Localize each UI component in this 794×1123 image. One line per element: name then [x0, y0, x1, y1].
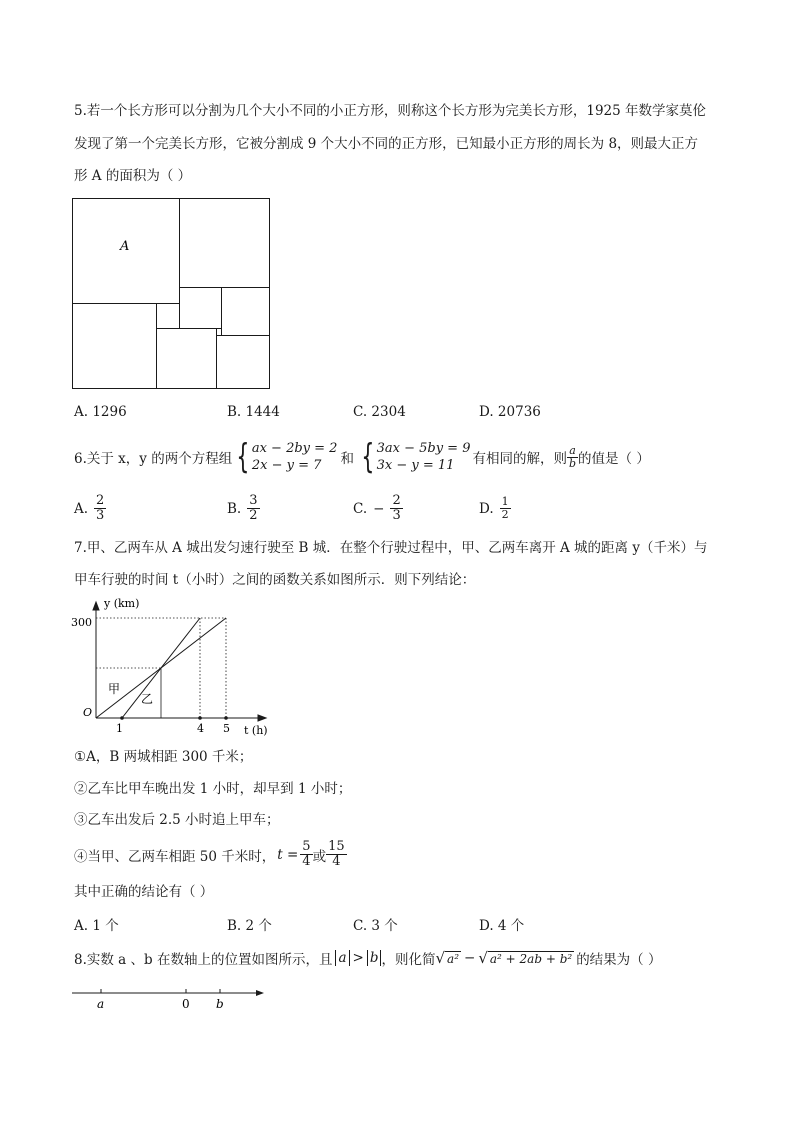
q8-sqrt-2: a² + 2ab + b²: [489, 951, 573, 966]
q8-number-line: [70, 982, 270, 1012]
q8-sqrt-1: a²: [447, 951, 460, 966]
q7-frac-15-4: $\frac{15}{4}$: [328, 839, 345, 869]
q6-sys2-eq1: 3ax − 5by = 9: [376, 441, 471, 456]
q8-stem: 8.实数 a 、b 在数轴上的位置如图所示，且 a > b ，则化简 √ a² − √ a² + 2ab + b² 的结果为（ ）: [74, 949, 662, 968]
q6-sys2-eq2: 3x − y = 11: [376, 458, 455, 473]
perfect-rectangle-figure: [72, 198, 272, 391]
q7-distance-time-graph: [70, 594, 280, 742]
q5-option-b: B. 1444: [227, 404, 280, 420]
q6-option-a: A. $\frac{2}{3}$: [74, 493, 105, 523]
q6-option-b: B. $\frac{3}{2}$: [227, 493, 258, 523]
y-tick-300: 300: [71, 616, 92, 629]
q6-sys1-eq1: ax − 2by = 2: [251, 441, 338, 456]
q7-statement-4: ④当甲、乙两车相距 50 千米时， t = $\frac{5}{4}$ 或 $\frac{15}{4}$: [74, 839, 345, 869]
point-t5: [224, 716, 228, 720]
origin-label: O: [83, 706, 93, 719]
q6-stem: [74, 437, 650, 477]
outer-rectangle: [73, 199, 270, 389]
q7-statement-3: ③乙车出发后 2.5 小时追上甲车；: [74, 812, 280, 828]
y-axis-arrow: [93, 602, 99, 610]
q7-statement-1: ①A，B 两城相距 300 千米；: [74, 749, 253, 765]
q6-sys1-eq2: 2x − y = 7: [251, 458, 322, 473]
x-tick-1: 1: [116, 722, 123, 735]
q7-line2: 甲车行驶的时间 t（小时）之间的函数关系如图所示．则下列结论：: [74, 572, 476, 588]
q8-abs-a: a: [335, 950, 349, 966]
q7-frac-5-4: $\frac{5}{4}$: [302, 839, 311, 869]
square-tiny: [157, 304, 180, 329]
square-bottom-right: [217, 336, 270, 389]
q7-line1: 7.甲、乙两车从 A 城出发匀速行驶至 B 城．在整个行驶过程中，甲、乙两车离开 A 城的距离 y（千米）与: [74, 540, 708, 556]
label-a: a: [97, 997, 105, 1011]
q5-line1: 5.若一个长方形可以分割为几个大小不同的小正方形，则称这个长方形为完美长方形，1925 年数学家莫伦: [74, 103, 707, 119]
q7-statement-2: ②乙车比甲车晚出发 1 小时，却早到 1 小时；: [74, 781, 352, 797]
y-axis-label: y (km): [104, 597, 140, 610]
x-tick-4: 4: [197, 722, 204, 735]
square-mid-small: [180, 288, 222, 329]
line-jia-label: 甲: [108, 682, 121, 696]
q6-suffix2: 的值是（ ）: [578, 451, 650, 467]
square-a-label: A: [120, 239, 130, 254]
q6-prefix: 6.关于 x，y 的两个方程组: [74, 451, 233, 467]
q7-question: 其中正确的结论有（ ）: [74, 884, 214, 900]
point-t4: [198, 716, 202, 720]
q7-option-c: C. 3 个: [353, 918, 398, 934]
q6-fraction-a-over-b: $\frac{a}{b}$: [568, 443, 577, 470]
q5-line2: 发现了第一个完美长方形，它被分割成 9 个大小不同的正方形，已知最小正方形的周长为 8，则最大正方: [74, 136, 699, 152]
q7-option-b: B. 2 个: [227, 918, 272, 934]
q6-option-d: D. $\frac{1}{2}$: [479, 495, 509, 521]
q6-system-1: { ax − 2by = 2 2x − y = 7: [236, 437, 338, 477]
q6-option-c: C. − $\frac{2}{3}$: [353, 493, 401, 523]
q5-line3: 形 A 的面积为（ ）: [74, 168, 192, 184]
line-yi-label: 乙: [141, 692, 154, 706]
q7-option-d: D. 4 个: [479, 918, 525, 934]
x-axis-arrow: [258, 715, 266, 721]
square-mid-right: [222, 288, 270, 336]
point-t1: [120, 716, 124, 720]
x-axis-label: t (h): [244, 724, 268, 737]
square-bottom-mid: [157, 329, 217, 389]
label-zero: 0: [182, 997, 190, 1011]
q6-system-2: { 3ax − 5by = 9 3x − y = 11: [361, 437, 471, 477]
number-line-arrow: [256, 990, 264, 996]
square-top-right: [180, 199, 270, 288]
q5-option-a: A. 1296: [74, 404, 127, 420]
square-bottom-left: [73, 304, 157, 389]
q5-option-c: C. 2304: [353, 404, 406, 420]
q7-option-a: A. 1 个: [74, 918, 119, 934]
x-tick-5: 5: [223, 722, 230, 735]
q6-suffix1: 有相同的解，则: [472, 451, 567, 467]
q6-and: 和: [340, 451, 354, 467]
q5-option-d: D. 20736: [479, 404, 541, 420]
q8-abs-b: b: [367, 950, 382, 966]
label-b: b: [216, 997, 224, 1011]
